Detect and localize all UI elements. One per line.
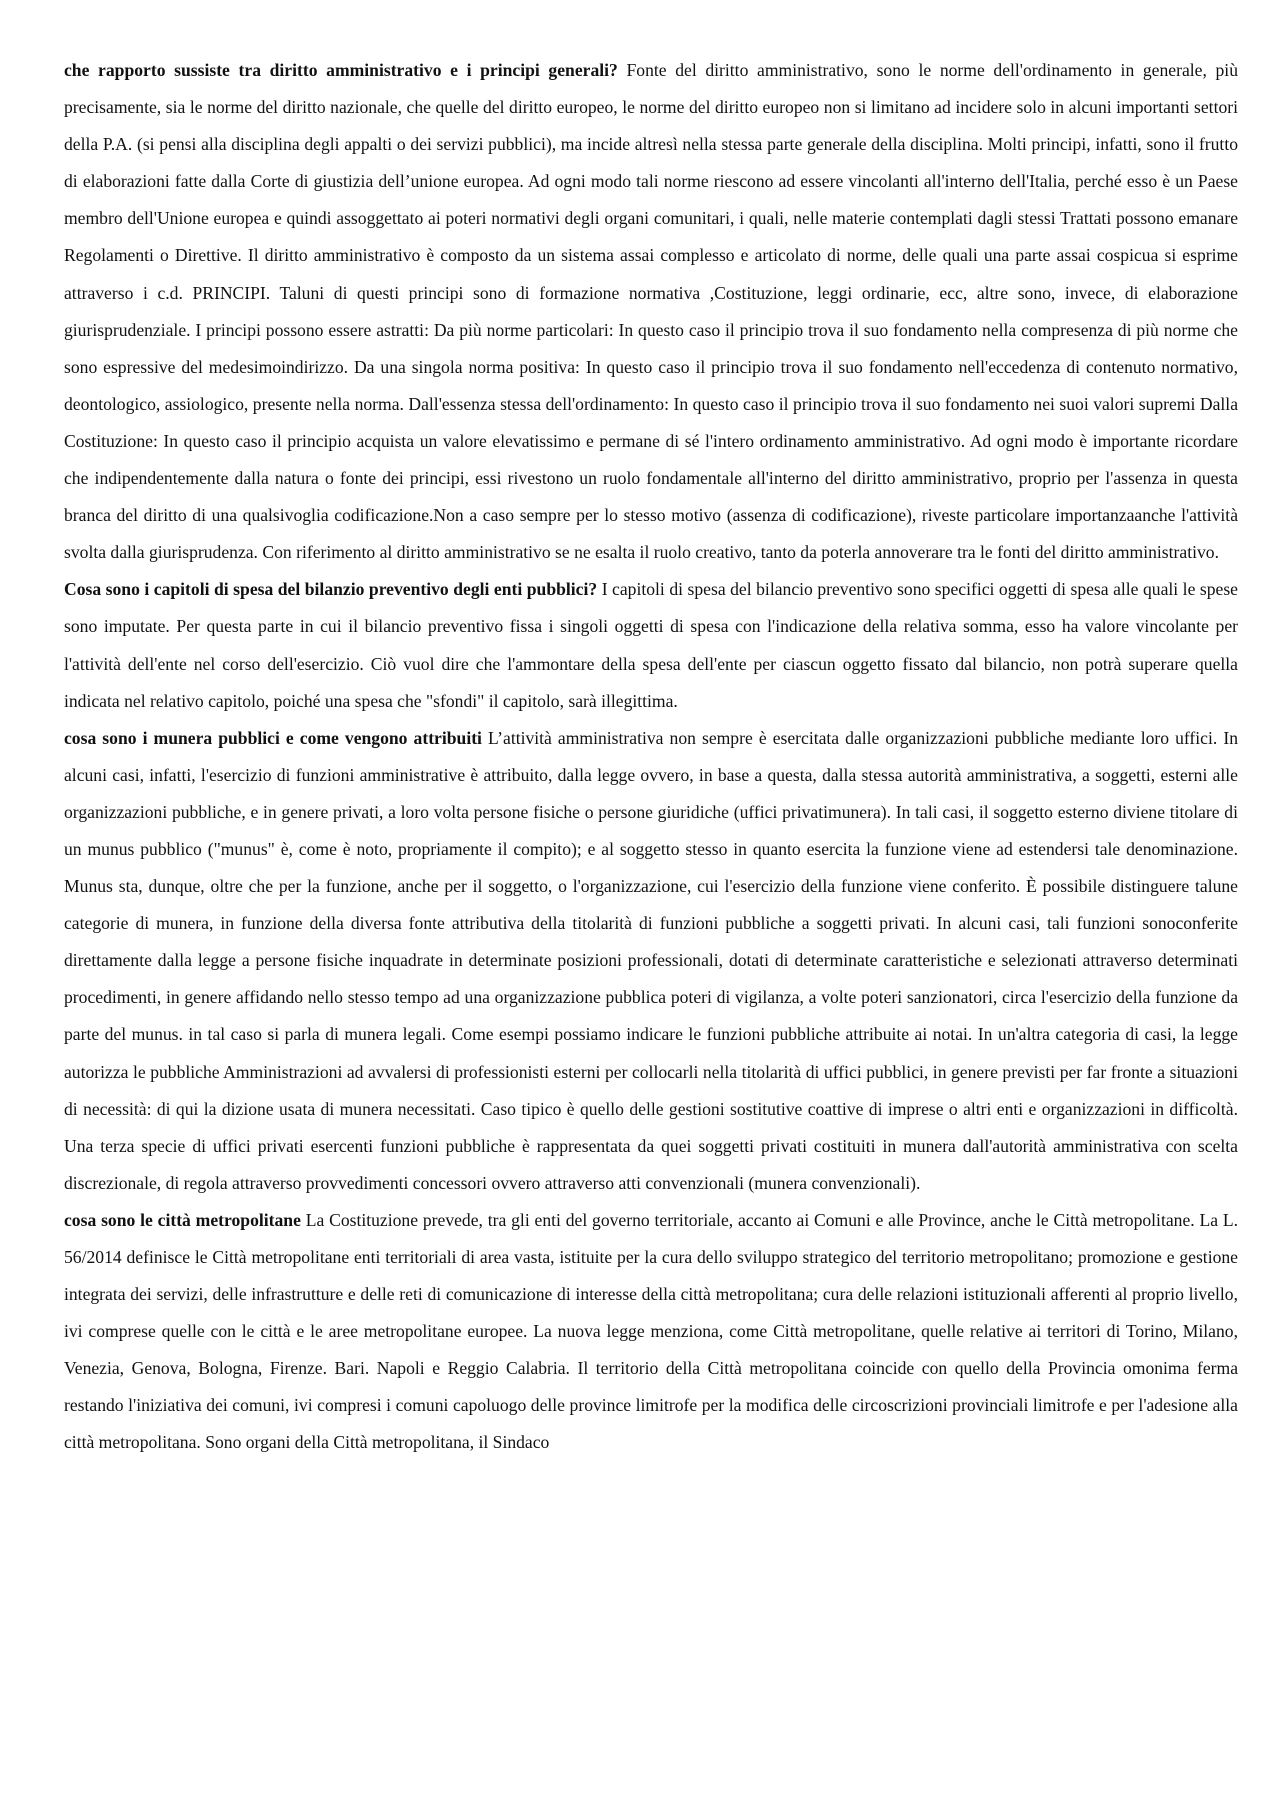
section-body: Fonte del diritto amministrativo, sono le norme dell'ordinamento in generale, più precisamente, sia le norme del diritto nazionale, che quelle del diritto europeo, le norme del diritto europeo non si limitano ad incidere solo in alcuni importanti settori della P.A. (si pensi alla disciplina degli appalti o dei servizi pubblici), ma incide altresì nella stessa parte generale della disciplina. Molti principi, infatti, sono il frutto di elaborazioni fatte dalla Corte di giustizia dell’unione europea. Ad ogni modo tali norme riescono ad essere vincolanti all'interno dell'Italia, perché esso è un Paese membro dell'Unione europea e quindi assoggettato ai poteri normativi degli organi comunitari, i quali, nelle materie contemplati dagli stessi Trattati possono emanare Regolamenti o Direttive. Il diritto amministrativo è composto da un sistema assai complesso e articolato di norme, delle quali una parte assai cospicua si esprime attraverso i c.d. PRINCIPI. Taluni di questi principi sono di formazione normativa ,Costituzione, leggi ordinarie, ecc, altre sono, invece, di elaborazione giurisprudenziale. I principi possono essere astratti: Da più norme particolari: In questo caso il principio trova il suo fondamento nella compresenza di più norme che sono espressive del medesimoindirizzo. Da una singola norma positiva: In questo caso il principio trova il suo fondamento nell'eccedenza di contenuto normativo, deontologico, assiologico, presente nella norma. Dall'essenza stessa dell'ordinamento: In questo caso il principio trova il suo fondamento nei suoi valori supremi Dalla Costituzione: In questo caso il principio acquista un valore elevatissimo e permane di sé l'intero ordinamento amministrativo. Ad ogni modo è importante ricordare che indipendentemente dalla natura o fonte dei principi, essi rivestono un ruolo fondamentale all'interno del diritto amministrativo, proprio per l'assenza in questa branca del diritto di una qualsivoglia codificazione.Non a caso sempre per lo stesso motivo (assenza di codificazione), riveste particolare importanzaanche l'attività svolta dalla giurisprudenza. Con riferimento al diritto amministrativo se ne esalta il ruolo creativo, tanto da poterla annoverare tra le fonti del diritto amministrativo. (64, 60, 1238, 563)
section-principi-generali (64, 52, 1238, 571)
section-heading: Cosa sono i capitoli di spesa del bilanzio preventivo degli enti pubblici? (64, 579, 598, 600)
section-heading: cosa sono i munera pubblici e come vengono attribuiti (64, 727, 482, 748)
section-body: I capitoli di spesa del bilancio preventivo sono specifici oggetti di spesa alle quali le spese sono imputate. Per questa parte in cui il bilancio preventivo fissa i singoli oggetti di spesa con l'indicazione della relativa somma, esso ha valore vincolante per l'attività dell'ente nel corso dell'esercizio. Ciò vuol dire che l'ammontare della spesa dell'ente per ciascun oggetto fissato dal bilancio, non potrà superare quella indicata nel relativo capitolo, poiché una spesa che "sfondi" il capitolo, sarà illegittima. (64, 579, 1238, 711)
section-body: L’attività amministrativa non sempre è esercitata dalle organizzazioni pubbliche mediante loro uffici. In alcuni casi, infatti, l'esercizio di funzioni amministrative è attribuito, dalla legge ovvero, in base a questa, dalla stessa autorità amministrativa, a soggetti, esterni alle organizzazioni pubbliche, e in genere privati, a loro volta persone fisiche o persone giuridiche (uffici privatimunera). In tali casi, il soggetto esterno diviene titolare di un munus pubblico ("munus" è, come è noto, propriamente il compito); e al soggetto stesso in quanto esercita la funzione viene ad estendersi tale denominazione. Munus sta, dunque, oltre che per la funzione, anche per il soggetto, o l'organizzazione, cui l'esercizio della funzione viene conferito. È possibile distinguere talune categorie di munera, in funzione della diversa fonte attributiva della titolarità di funzioni pubbliche a soggetti privati. In alcuni casi, tali funzioni sonoconferite direttamente dalla legge a persone fisiche inquadrate in determinate posizioni professionali, dotati di determinate caratteristiche e selezionati attraverso determinati procedimenti, in genere affidando nello stesso tempo ad una organizzazione pubblica poteri di vigilanza, a volte poteri sanzionatori, circa l'esercizio della funzione da parte del munus. in tal caso si parla di munera legali. Come esempi possiamo indicare le funzioni pubbliche attribuite ai notai. In un'altra categoria di casi, la legge autorizza le pubbliche Amministrazioni ad avvalersi di professionisti esterni per collocarli nella titolarità di uffici pubblici, in genere previsti per far fronte a situazioni di necessità: di qui la dizione usata di munera necessitati. Caso tipico è quello delle gestioni sostitutive coattive di imprese o altri enti e organizzazioni in difficoltà. Una terza specie di uffici privati esercenti funzioni pubbliche è rappresentata da quei soggetti privati costituiti in munera dall'autorità amministrativa con scelta discrezionale, di regola attraverso provvedimenti concessori ovvero attraverso atti convenzionali (munera convenzionali). (64, 727, 1238, 1193)
section-munera-pubblici (64, 720, 1238, 1202)
document-page (64, 52, 1238, 1462)
section-heading: che rapporto sussiste tra diritto amministrativo e i principi generali? (64, 60, 618, 80)
section-citta-metropolitane (64, 1202, 1238, 1462)
section-body: La Costituzione prevede, tra gli enti del governo territoriale, accanto ai Comuni e alle Province, anche le Città metropolitane. La L. 56/2014 definisce le Città metropolitane enti territoriali di area vasta, istituite per la cura dello sviluppo strategico del territorio metropolitano; promozione e gestione integrata dei servizi, delle infrastrutture e delle reti di comunicazione di interesse della città metropolitana; cura delle relazioni istituzionali afferenti al proprio livello, ivi comprese quelle con le città e le aree metropolitane europee. La nuova legge menziona, come Città metropolitane, quelle relative ai territori di Torino, Milano, Venezia, Genova, Bologna, Firenze. Bari. Napoli e Reggio Calabria. Il territorio della Città metropolitana coincide con quello della Provincia omonima ferma restando l'iniziativa dei comuni, ivi compresi i comuni capoluogo delle province limitrofe per la modifica delle circoscrizioni provinciali limitrofe e per l'adesione alla città metropolitana. Sono organi della Città metropolitana, il Sindaco (64, 1209, 1238, 1453)
section-capitoli-di-spesa (64, 571, 1238, 719)
section-heading: cosa sono le città metropolitane (64, 1209, 301, 1230)
